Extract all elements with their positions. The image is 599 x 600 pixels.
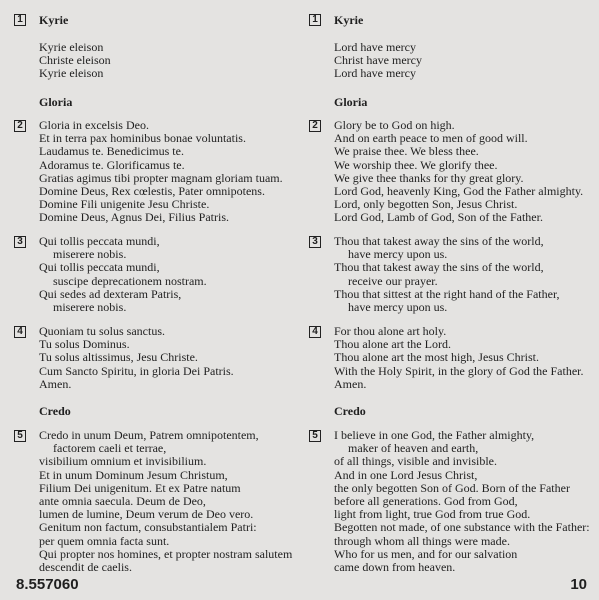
text-line: visibilium omnium et invisibilium. — [39, 454, 207, 469]
text-line: I believe in one God, the Father almighty, — [334, 428, 535, 442]
text-line: have mercy upon us. — [348, 247, 448, 262]
text-line: Et in terra pax hominibus bonae voluntatis. — [39, 131, 246, 146]
text-line: Glory be to God on high. — [334, 118, 455, 132]
text-line: Qui tollis peccata mundi, — [39, 234, 160, 248]
section-heading: Kyrie — [39, 13, 69, 27]
text-line: per quem omnia facta sunt. — [39, 533, 170, 548]
text-line: We praise thee. We bless thee. — [334, 144, 479, 159]
text-lines — [334, 235, 594, 314]
section-number: 2 — [309, 120, 321, 132]
text-line: Thou that takest away the sins of the world, — [334, 234, 544, 248]
text-line: miserere nobis. — [53, 247, 127, 262]
text-line: Quoniam tu solus sanctus. — [39, 324, 165, 338]
page-number: 10 — [570, 576, 587, 593]
text-lines — [39, 41, 299, 81]
text-lines — [39, 429, 299, 574]
catalog-number: 8.557060 — [16, 576, 79, 593]
text-line: Et in unum Dominum Jesum Christum, — [39, 467, 228, 482]
text-line: And in one Lord Jesus Christ, — [334, 467, 478, 482]
section-number: 1 — [309, 14, 321, 26]
section-number: 1 — [14, 14, 26, 26]
text-line: With the Holy Spirit, in the glory of God the Father. — [334, 363, 584, 378]
section-number: 4 — [14, 326, 26, 338]
section-number: 5 — [309, 430, 321, 442]
text-line: of all things, visible and invisible. — [334, 454, 497, 469]
text-line: Laudamus te. Benedicimus te. — [39, 144, 184, 159]
section-number: 5 — [14, 430, 26, 442]
text-lines — [39, 235, 299, 314]
text-line: Domine Deus, Agnus Dei, Filius Patris. — [39, 210, 230, 225]
text-lines — [334, 325, 594, 391]
text-line: Lord God, heavenly King, God the Father almighty. — [334, 184, 584, 199]
text-line: Tu solus altissimus, Jesu Christe. — [39, 350, 198, 365]
text-line: maker of heaven and earth, — [348, 441, 479, 456]
text-lines — [39, 325, 299, 391]
text-line: through whom all things were made. — [334, 533, 510, 548]
text-line: came down from heaven. — [334, 560, 456, 575]
text-line: Lord have mercy — [334, 40, 416, 54]
text-line: Lord have mercy — [334, 66, 416, 81]
text-line: Adoramus te. Glorificamus te. — [39, 157, 185, 172]
text-line: receive our prayer. — [348, 273, 438, 288]
text-line: before all generations. God from God, — [334, 494, 518, 509]
section-number: 2 — [14, 120, 26, 132]
section-heading: Kyrie — [334, 13, 364, 27]
section-heading: Gloria — [334, 95, 368, 109]
text-line: have mercy upon us. — [348, 300, 448, 315]
text-line: Amen. — [334, 376, 367, 391]
text-line: Qui propter nos homines, et propter nostram salutem — [39, 546, 293, 561]
text-lines — [39, 119, 299, 225]
text-line: Begotten not made, of one substance with the Father: — [334, 520, 590, 535]
text-line: suscipe deprecationem nostram. — [53, 273, 207, 288]
section-number: 4 — [309, 326, 321, 338]
text-line: Qui tollis peccata mundi, — [39, 260, 160, 275]
text-line: Credo in unum Deum, Patrem omnipotentem, — [39, 428, 259, 442]
text-line: Thou alone art the most high, Jesus Christ. — [334, 350, 539, 365]
text-line: light from light, true God from true God. — [334, 507, 531, 522]
text-lines — [334, 429, 594, 574]
text-line: And on earth peace to men of good will. — [334, 131, 528, 146]
text-line: Cum Sancto Spiritu, in gloria Dei Patris. — [39, 363, 234, 378]
section-heading: Gloria — [39, 95, 73, 109]
text-line: Lord God, Lamb of God, Son of the Father. — [334, 210, 543, 225]
text-line: the only begotten Son of God. Born of the Father — [334, 480, 570, 495]
text-line: Kyrie eleison — [39, 40, 104, 54]
text-line: For thou alone art holy. — [334, 324, 447, 338]
text-line: descendit de caelis. — [39, 560, 132, 575]
text-line: Qui sedes ad dexteram Patris, — [39, 286, 182, 301]
text-line: lumen de lumine, Deum verum de Deo vero. — [39, 507, 254, 522]
text-line: Amen. — [39, 376, 72, 391]
text-line: ante omnia saecula. Deum de Deo, — [39, 494, 206, 509]
text-line: Lord, only begotten Son, Jesus Christ. — [334, 197, 518, 212]
text-line: Gloria in excelsis Deo. — [39, 118, 149, 132]
text-line: Christe eleison — [39, 53, 111, 68]
text-line: Tu solus Dominus. — [39, 337, 130, 352]
text-line: Kyrie eleison — [39, 66, 104, 81]
text-line: miserere nobis. — [53, 300, 127, 315]
text-line: Gratias agimus tibi propter magnam gloriam tuam. — [39, 170, 283, 185]
text-line: We worship thee. We glorify thee. — [334, 157, 498, 172]
section-number: 3 — [309, 236, 321, 248]
section-heading: Credo — [334, 404, 366, 418]
text-line: Domine Deus, Rex cœlestis, Pater omnipotens. — [39, 184, 265, 199]
section-number: 3 — [14, 236, 26, 248]
section-heading: Credo — [39, 404, 71, 418]
text-lines — [334, 41, 594, 81]
text-line: Who for us men, and for our salvation — [334, 546, 518, 561]
text-line: Thou alone art the Lord. — [334, 337, 451, 352]
text-line: Domine Fili unigenite Jesu Christe. — [39, 197, 210, 212]
text-line: factorem caeli et terrae, — [53, 441, 167, 456]
text-line: Filium Dei unigenitum. Et ex Patre natum — [39, 480, 241, 495]
text-line: Christ have mercy — [334, 53, 422, 68]
text-line: Genitum non factum, consubstantialem Patri: — [39, 520, 257, 535]
text-lines — [334, 119, 594, 225]
text-line: Thou that takest away the sins of the world, — [334, 260, 544, 275]
text-line: We give thee thanks for thy great glory. — [334, 170, 524, 185]
text-line: Thou that sittest at the right hand of the Father, — [334, 286, 560, 301]
